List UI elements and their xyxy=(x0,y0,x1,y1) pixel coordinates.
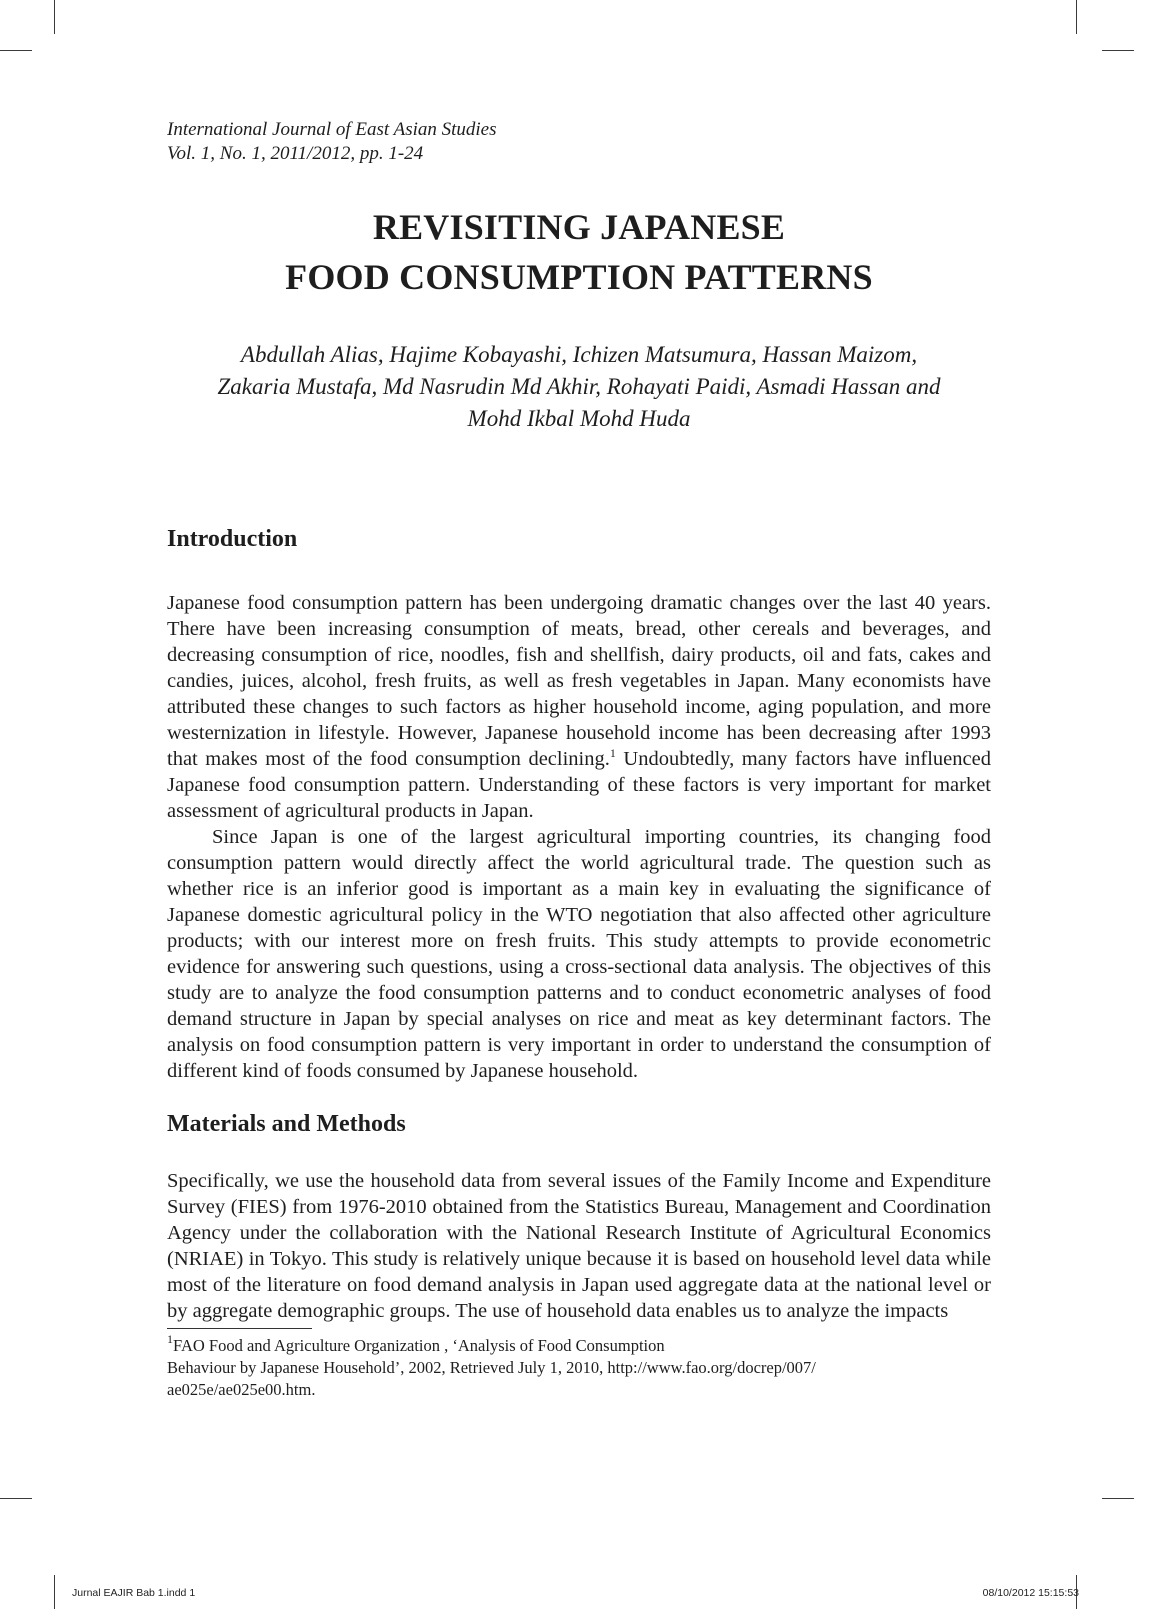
introduction-paragraph-1 xyxy=(167,590,991,824)
crop-mark xyxy=(54,1575,55,1609)
footnote xyxy=(167,1332,991,1401)
crop-mark xyxy=(1102,1498,1134,1499)
footnote-line-1: FAO Food and Agriculture Organization , ‘Analysis of Food Consumption xyxy=(173,1336,665,1355)
paper-title xyxy=(167,202,991,302)
authors-line-1: Abdullah Alias, Hajime Kobayashi, Ichizen Matsumura, Hassan Maizom, xyxy=(240,342,918,367)
introduction-paragraph-2: Since Japan is one of the largest agricultural importing countries, its changing food consumption pattern would directly affect the world agricultural trade. The question such as whether rice is an inferior good is important as a main key in evaluating the significance of Japanese domestic agricultural policy in the WTO negotiation that also affected other agriculture products; with our interest more on fresh fruits. This study attempts to provide econometric evidence for answering such questions, using a cross-sectional data analysis. The objectives of this study are to analyze the food consumption patterns and to conduct econometric analyses of food demand structure in Japan by special analyses on rice and meat as key determinant factors. The analysis on food consumption pattern is very important in order to understand the consumption of different kind of foods consumed by Japanese household. xyxy=(167,826,991,1082)
introduction-heading: Introduction xyxy=(167,526,298,552)
title-line-2: FOOD CONSUMPTION PATTERNS xyxy=(285,257,873,297)
crop-mark xyxy=(1102,50,1134,51)
crop-mark xyxy=(1076,0,1077,34)
authors-line-2: Zakaria Mustafa, Md Nasrudin Md Akhir, Rohayati Paidi, Asmadi Hassan and xyxy=(217,374,941,399)
crop-mark xyxy=(54,0,55,34)
crop-mark xyxy=(0,1498,32,1499)
authors-line-3: Mohd Ikbal Mohd Huda xyxy=(467,406,691,431)
page-content xyxy=(167,118,991,1401)
footnote-reference[interactable]: 1 xyxy=(609,746,616,760)
footnote-line-2: Behaviour by Japanese Household’, 2002, Retrieved July 1, 2010, http://www.fao.org/docrep/007/ xyxy=(167,1358,816,1377)
footnote-line-3: ae025e/ae025e00.htm. xyxy=(167,1380,316,1399)
intro-p1-text: Japanese food consumption pattern has been undergoing dramatic changes over the last 40 years. There have been increasing consumption of meats, bread, other cereals and beverages, and decreasing consumption of rice, noodles, fish and shellfish, dairy products, oil and fats, cakes and candies, juices, alcohol, fresh fruits, as well as fresh vegetables in Japan. Many economists have attributed these changes to such factors as higher household income, aging population, and more westernization in lifestyle. However, Japanese household income has been decreasing after 1993 that makes most of the food consumption declining. xyxy=(167,592,991,770)
title-line-1: REVISITING JAPANESE xyxy=(372,207,786,247)
footnote-divider xyxy=(167,1328,312,1329)
intro-p1-text-cont: Undoubtedly, many factors have influenced Japanese food consumption pattern. Understanding of these factors is very important for market assessment of agricultural products in Japan. xyxy=(167,748,991,822)
print-timestamp: 08/10/2012 15:15:53 xyxy=(982,1587,1079,1599)
author-list xyxy=(167,339,991,435)
methods-paragraph-1: Specifically, we use the household data from several issues of the Family Income and Expenditure Survey (FIES) from 1976-2010 obtained from the Statistics Bureau, Management and Coordination Agency under the collaboration with the National Research Institute of Agricultural Economics (NRIAE) in Tokyo. This study is relatively unique because it is based on household level data while most of the literature on food demand analysis in Japan used aggregate data at the national level or by aggregate demographic groups. The use of household data enables us to analyze the impacts xyxy=(167,1170,991,1322)
footnote-marker: 1 xyxy=(167,1332,173,1346)
volume-line: Vol. 1, No. 1, 2011/2012, pp. 1-24 xyxy=(167,143,424,164)
print-file-label: Jurnal EAJIR Bab 1.indd 1 xyxy=(72,1587,196,1599)
methods-heading: Materials and Methods xyxy=(167,1111,406,1137)
journal-name: International Journal of East Asian Studies xyxy=(167,119,497,140)
crop-mark xyxy=(0,50,32,51)
